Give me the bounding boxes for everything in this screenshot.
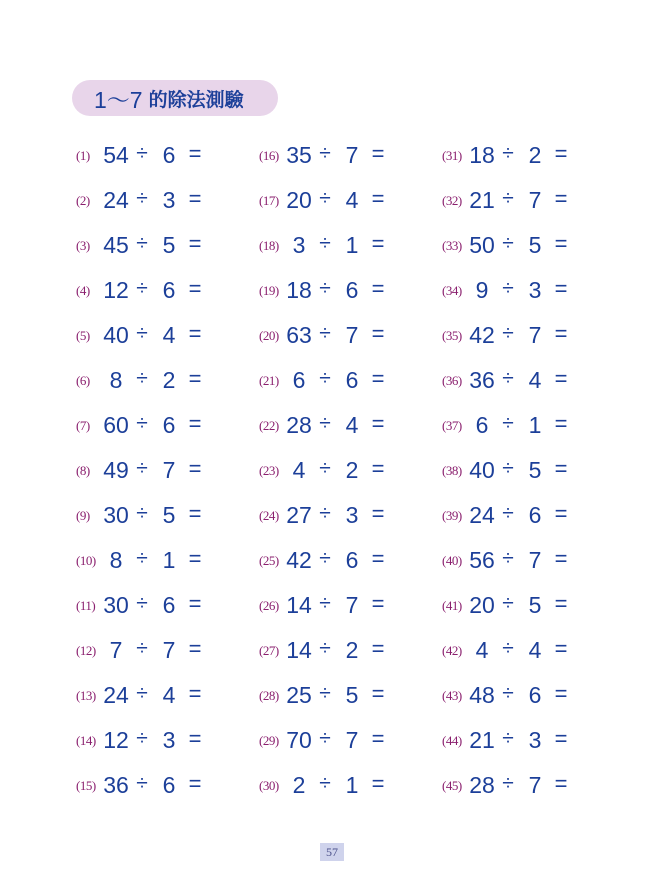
problem-number: (1) bbox=[76, 148, 90, 163]
equals-sign: = bbox=[188, 591, 202, 616]
title-range: 1～7 bbox=[94, 86, 143, 113]
equals-sign: = bbox=[554, 231, 568, 256]
dividend: 2 bbox=[292, 772, 306, 798]
equals-sign: = bbox=[371, 141, 385, 166]
divisor: 3 bbox=[162, 187, 176, 213]
dividend: 6 bbox=[475, 412, 489, 438]
divisor: 4 bbox=[162, 322, 176, 348]
problem-number: (17) bbox=[259, 193, 279, 208]
divide-sign: ÷ bbox=[502, 277, 514, 300]
problem-number: (30) bbox=[259, 778, 279, 793]
dividend: 8 bbox=[109, 547, 123, 573]
divisor: 3 bbox=[528, 277, 542, 303]
divide-sign: ÷ bbox=[136, 187, 148, 210]
problem-number: (11) bbox=[76, 598, 96, 613]
dividend: 42 bbox=[469, 322, 495, 348]
division-problem bbox=[442, 583, 632, 628]
division-problem bbox=[259, 313, 449, 358]
equals-sign: = bbox=[554, 186, 568, 211]
divisor: 4 bbox=[345, 187, 359, 213]
dividend: 30 bbox=[103, 592, 129, 618]
dividend: 27 bbox=[286, 502, 312, 528]
problem-number: (19) bbox=[259, 283, 279, 298]
equals-sign: = bbox=[371, 321, 385, 346]
equals-sign: = bbox=[188, 321, 202, 346]
equals-sign: = bbox=[554, 681, 568, 706]
divisor: 3 bbox=[528, 727, 542, 753]
problem-number: (43) bbox=[442, 688, 462, 703]
divide-sign: ÷ bbox=[319, 592, 331, 615]
divide-sign: ÷ bbox=[502, 592, 514, 615]
division-problem bbox=[76, 448, 266, 493]
dividend: 45 bbox=[103, 232, 129, 258]
equals-sign: = bbox=[188, 366, 202, 391]
equals-sign: = bbox=[554, 276, 568, 301]
divisor: 6 bbox=[528, 502, 542, 528]
division-problem bbox=[76, 358, 266, 403]
dividend: 9 bbox=[475, 277, 489, 303]
division-problem bbox=[442, 448, 632, 493]
division-problem bbox=[259, 448, 449, 493]
divisor: 6 bbox=[528, 682, 542, 708]
divisor: 4 bbox=[528, 367, 542, 393]
divisor: 7 bbox=[345, 592, 359, 618]
dividend: 63 bbox=[286, 322, 312, 348]
dividend: 24 bbox=[103, 682, 129, 708]
division-problem bbox=[259, 583, 449, 628]
problem-number: (3) bbox=[76, 238, 90, 253]
dividend: 36 bbox=[103, 772, 129, 798]
division-problem bbox=[76, 268, 266, 313]
divide-sign: ÷ bbox=[502, 367, 514, 390]
division-problem bbox=[76, 763, 266, 808]
divisor: 3 bbox=[345, 502, 359, 528]
divide-sign: ÷ bbox=[136, 637, 148, 660]
division-problem bbox=[76, 628, 266, 673]
division-problem bbox=[76, 583, 266, 628]
problem-number: (39) bbox=[442, 508, 462, 523]
dividend: 8 bbox=[109, 367, 123, 393]
divisor: 4 bbox=[528, 637, 542, 663]
division-problem bbox=[76, 403, 266, 448]
problem-number: (23) bbox=[259, 463, 279, 478]
divide-sign: ÷ bbox=[136, 547, 148, 570]
divisor: 5 bbox=[528, 592, 542, 618]
equals-sign: = bbox=[371, 501, 385, 526]
dividend: 7 bbox=[109, 637, 123, 663]
worksheet-title bbox=[72, 80, 278, 116]
divide-sign: ÷ bbox=[136, 367, 148, 390]
dividend: 42 bbox=[286, 547, 312, 573]
divisor: 7 bbox=[162, 457, 176, 483]
equals-sign: = bbox=[554, 591, 568, 616]
divide-sign: ÷ bbox=[319, 547, 331, 570]
divisor: 5 bbox=[528, 457, 542, 483]
division-problem bbox=[442, 268, 632, 313]
division-problem bbox=[442, 358, 632, 403]
divide-sign: ÷ bbox=[319, 637, 331, 660]
problem-number: (4) bbox=[76, 283, 90, 298]
equals-sign: = bbox=[554, 636, 568, 661]
problem-number: (32) bbox=[442, 193, 462, 208]
problem-number: (35) bbox=[442, 328, 462, 343]
dividend: 56 bbox=[469, 547, 495, 573]
equals-sign: = bbox=[371, 636, 385, 661]
problem-number: (15) bbox=[76, 778, 96, 793]
divide-sign: ÷ bbox=[136, 682, 148, 705]
division-problem bbox=[259, 178, 449, 223]
divide-sign: ÷ bbox=[136, 592, 148, 615]
problem-number: (6) bbox=[76, 373, 90, 388]
division-problem bbox=[442, 313, 632, 358]
dividend: 30 bbox=[103, 502, 129, 528]
divide-sign: ÷ bbox=[319, 277, 331, 300]
dividend: 20 bbox=[286, 187, 312, 213]
divisor: 7 bbox=[345, 727, 359, 753]
divide-sign: ÷ bbox=[319, 412, 331, 435]
dividend: 4 bbox=[475, 637, 489, 663]
divisor: 7 bbox=[162, 637, 176, 663]
divisor: 6 bbox=[162, 277, 176, 303]
problem-number: (22) bbox=[259, 418, 279, 433]
problem-number: (34) bbox=[442, 283, 462, 298]
divisor: 4 bbox=[162, 682, 176, 708]
divide-sign: ÷ bbox=[502, 412, 514, 435]
dividend: 28 bbox=[469, 772, 495, 798]
problem-number: (2) bbox=[76, 193, 90, 208]
divisor: 5 bbox=[162, 502, 176, 528]
problem-number: (24) bbox=[259, 508, 279, 523]
divisor: 2 bbox=[528, 142, 542, 168]
equals-sign: = bbox=[371, 186, 385, 211]
divisor: 4 bbox=[345, 412, 359, 438]
dividend: 49 bbox=[103, 457, 129, 483]
divide-sign: ÷ bbox=[136, 232, 148, 255]
equals-sign: = bbox=[188, 636, 202, 661]
problem-number: (44) bbox=[442, 733, 462, 748]
problem-number: (37) bbox=[442, 418, 462, 433]
division-problem bbox=[76, 538, 266, 583]
equals-sign: = bbox=[554, 726, 568, 751]
equals-sign: = bbox=[188, 501, 202, 526]
equals-sign: = bbox=[371, 681, 385, 706]
equals-sign: = bbox=[188, 681, 202, 706]
dividend: 12 bbox=[103, 277, 129, 303]
divide-sign: ÷ bbox=[502, 727, 514, 750]
divisor: 5 bbox=[345, 682, 359, 708]
equals-sign: = bbox=[371, 366, 385, 391]
dividend: 70 bbox=[286, 727, 312, 753]
problem-number: (41) bbox=[442, 598, 462, 613]
divide-sign: ÷ bbox=[502, 187, 514, 210]
division-problem bbox=[76, 493, 266, 538]
division-problem bbox=[259, 538, 449, 583]
divide-sign: ÷ bbox=[136, 727, 148, 750]
equals-sign: = bbox=[371, 726, 385, 751]
divide-sign: ÷ bbox=[319, 322, 331, 345]
equals-sign: = bbox=[371, 456, 385, 481]
division-problem bbox=[76, 178, 266, 223]
problem-number: (20) bbox=[259, 328, 279, 343]
divide-sign: ÷ bbox=[136, 772, 148, 795]
division-problem bbox=[259, 673, 449, 718]
divisor: 6 bbox=[345, 367, 359, 393]
divide-sign: ÷ bbox=[319, 232, 331, 255]
equals-sign: = bbox=[554, 321, 568, 346]
division-problem bbox=[442, 538, 632, 583]
divide-sign: ÷ bbox=[136, 457, 148, 480]
divisor: 7 bbox=[345, 322, 359, 348]
problem-number: (25) bbox=[259, 553, 279, 568]
divide-sign: ÷ bbox=[319, 187, 331, 210]
equals-sign: = bbox=[554, 456, 568, 481]
dividend: 20 bbox=[469, 592, 495, 618]
division-problem bbox=[259, 358, 449, 403]
divide-sign: ÷ bbox=[502, 457, 514, 480]
division-problem bbox=[76, 133, 266, 178]
dividend: 50 bbox=[469, 232, 495, 258]
problem-number: (33) bbox=[442, 238, 462, 253]
divide-sign: ÷ bbox=[319, 367, 331, 390]
divide-sign: ÷ bbox=[319, 727, 331, 750]
problem-number: (40) bbox=[442, 553, 462, 568]
problem-number: (10) bbox=[76, 553, 96, 568]
equals-sign: = bbox=[188, 276, 202, 301]
divide-sign: ÷ bbox=[502, 772, 514, 795]
divide-sign: ÷ bbox=[136, 322, 148, 345]
problem-number: (14) bbox=[76, 733, 96, 748]
dividend: 40 bbox=[103, 322, 129, 348]
divisor: 1 bbox=[345, 772, 359, 798]
divisor: 7 bbox=[528, 187, 542, 213]
problem-number: (5) bbox=[76, 328, 90, 343]
problem-number: (31) bbox=[442, 148, 462, 163]
equals-sign: = bbox=[554, 501, 568, 526]
equals-sign: = bbox=[188, 456, 202, 481]
division-problem bbox=[76, 718, 266, 763]
divisor: 7 bbox=[528, 322, 542, 348]
dividend: 14 bbox=[286, 637, 312, 663]
division-problem bbox=[76, 673, 266, 718]
divisor: 3 bbox=[162, 727, 176, 753]
division-problem bbox=[442, 628, 632, 673]
problem-column-1 bbox=[76, 133, 266, 808]
dividend: 12 bbox=[103, 727, 129, 753]
dividend: 28 bbox=[286, 412, 312, 438]
problem-number: (29) bbox=[259, 733, 279, 748]
equals-sign: = bbox=[371, 231, 385, 256]
problem-number: (42) bbox=[442, 643, 462, 658]
title-text: 的除法測驗 bbox=[148, 88, 244, 111]
equals-sign: = bbox=[188, 546, 202, 571]
dividend: 36 bbox=[469, 367, 495, 393]
equals-sign: = bbox=[188, 141, 202, 166]
division-problem bbox=[259, 133, 449, 178]
divisor: 6 bbox=[162, 142, 176, 168]
division-problem bbox=[76, 313, 266, 358]
problem-column-3 bbox=[442, 133, 632, 808]
dividend: 21 bbox=[469, 727, 495, 753]
problem-number: (27) bbox=[259, 643, 279, 658]
divisor: 1 bbox=[162, 547, 176, 573]
dividend: 3 bbox=[292, 232, 306, 258]
divisor: 7 bbox=[528, 547, 542, 573]
divisor: 1 bbox=[345, 232, 359, 258]
equals-sign: = bbox=[554, 411, 568, 436]
problem-number: (7) bbox=[76, 418, 90, 433]
divide-sign: ÷ bbox=[502, 547, 514, 570]
divide-sign: ÷ bbox=[502, 637, 514, 660]
dividend: 48 bbox=[469, 682, 495, 708]
divisor: 7 bbox=[345, 142, 359, 168]
divide-sign: ÷ bbox=[136, 412, 148, 435]
equals-sign: = bbox=[371, 591, 385, 616]
divisor: 6 bbox=[162, 592, 176, 618]
division-problem bbox=[259, 628, 449, 673]
problem-number: (28) bbox=[259, 688, 279, 703]
divide-sign: ÷ bbox=[319, 682, 331, 705]
divisor: 6 bbox=[345, 277, 359, 303]
problem-number: (12) bbox=[76, 643, 96, 658]
divisor: 2 bbox=[345, 637, 359, 663]
problem-number: (8) bbox=[76, 463, 90, 478]
divide-sign: ÷ bbox=[136, 142, 148, 165]
divisor: 2 bbox=[345, 457, 359, 483]
divisor: 7 bbox=[528, 772, 542, 798]
division-problem bbox=[442, 133, 632, 178]
division-problem bbox=[442, 763, 632, 808]
problem-number: (21) bbox=[259, 373, 279, 388]
equals-sign: = bbox=[188, 411, 202, 436]
divide-sign: ÷ bbox=[319, 502, 331, 525]
divide-sign: ÷ bbox=[502, 232, 514, 255]
page-number: 57 bbox=[320, 843, 344, 861]
divide-sign: ÷ bbox=[319, 457, 331, 480]
division-problem bbox=[259, 403, 449, 448]
divide-sign: ÷ bbox=[502, 142, 514, 165]
problem-number: (18) bbox=[259, 238, 279, 253]
dividend: 21 bbox=[469, 187, 495, 213]
equals-sign: = bbox=[371, 276, 385, 301]
dividend: 54 bbox=[103, 142, 129, 168]
problem-number: (9) bbox=[76, 508, 90, 523]
problem-number: (36) bbox=[442, 373, 462, 388]
dividend: 60 bbox=[103, 412, 129, 438]
equals-sign: = bbox=[554, 546, 568, 571]
equals-sign: = bbox=[371, 771, 385, 796]
problem-number: (16) bbox=[259, 148, 279, 163]
divisor: 5 bbox=[528, 232, 542, 258]
dividend: 4 bbox=[292, 457, 306, 483]
division-problem bbox=[442, 223, 632, 268]
divide-sign: ÷ bbox=[136, 277, 148, 300]
division-problem bbox=[442, 178, 632, 223]
problem-number: (45) bbox=[442, 778, 462, 793]
equals-sign: = bbox=[188, 186, 202, 211]
dividend: 18 bbox=[286, 277, 312, 303]
equals-sign: = bbox=[188, 771, 202, 796]
problem-column-2 bbox=[259, 133, 449, 808]
divide-sign: ÷ bbox=[502, 502, 514, 525]
equals-sign: = bbox=[371, 546, 385, 571]
divide-sign: ÷ bbox=[319, 772, 331, 795]
equals-sign: = bbox=[188, 231, 202, 256]
dividend: 40 bbox=[469, 457, 495, 483]
dividend: 6 bbox=[292, 367, 306, 393]
divisor: 6 bbox=[162, 772, 176, 798]
problem-number: (38) bbox=[442, 463, 462, 478]
division-problem bbox=[259, 718, 449, 763]
dividend: 25 bbox=[286, 682, 312, 708]
equals-sign: = bbox=[554, 771, 568, 796]
division-problem bbox=[259, 493, 449, 538]
equals-sign: = bbox=[554, 366, 568, 391]
problem-number: (13) bbox=[76, 688, 96, 703]
divide-sign: ÷ bbox=[502, 682, 514, 705]
equals-sign: = bbox=[188, 726, 202, 751]
problem-number: (26) bbox=[259, 598, 279, 613]
equals-sign: = bbox=[371, 411, 385, 436]
divide-sign: ÷ bbox=[136, 502, 148, 525]
equals-sign: = bbox=[554, 141, 568, 166]
division-problem bbox=[442, 673, 632, 718]
divisor: 5 bbox=[162, 232, 176, 258]
divide-sign: ÷ bbox=[502, 322, 514, 345]
dividend: 35 bbox=[286, 142, 312, 168]
division-problem bbox=[442, 718, 632, 763]
division-problem bbox=[259, 223, 449, 268]
dividend: 24 bbox=[103, 187, 129, 213]
divisor: 6 bbox=[345, 547, 359, 573]
division-problem bbox=[76, 223, 266, 268]
division-problem bbox=[259, 268, 449, 313]
dividend: 24 bbox=[469, 502, 495, 528]
dividend: 18 bbox=[469, 142, 495, 168]
division-problem bbox=[442, 403, 632, 448]
dividend: 14 bbox=[286, 592, 312, 618]
divisor: 6 bbox=[162, 412, 176, 438]
divisor: 2 bbox=[162, 367, 176, 393]
divide-sign: ÷ bbox=[319, 142, 331, 165]
division-problem bbox=[259, 763, 449, 808]
divisor: 1 bbox=[528, 412, 542, 438]
division-problem bbox=[442, 493, 632, 538]
